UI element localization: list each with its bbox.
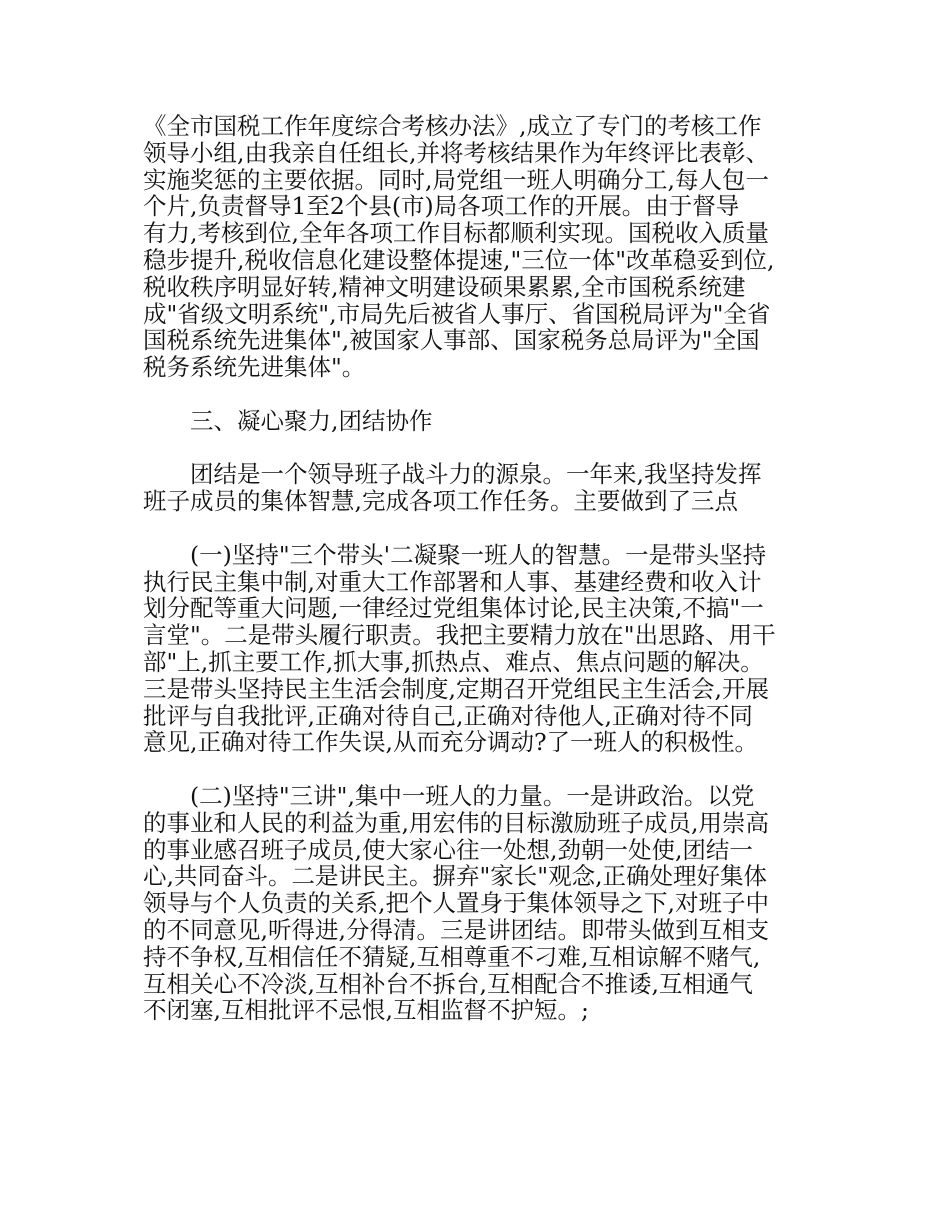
paragraph bbox=[143, 461, 833, 515]
text-line: 的事业感召班子成员,使大家心往一处想,劲朝一处使,团结一 bbox=[143, 835, 753, 864]
text-line: 领导小组,由我亲自任组长,并将考核结果作为年终评比表彰、 bbox=[143, 138, 769, 167]
text-line: (一)坚持"三个带头'二凝聚一班人的智慧。一是带头坚持 bbox=[190, 540, 767, 569]
section-heading bbox=[143, 408, 833, 435]
text-line: 个片,负责督导1至2个县(市)局各项工作的开展。由于督导 bbox=[143, 192, 740, 221]
text-line: 实施奖惩的主要依据。同时,局党组一班人明确分工,每人包一 bbox=[143, 165, 769, 194]
text-line: 的事业和人民的利益为重,用宏伟的目标激励班子成员,用崇高 bbox=[143, 808, 769, 837]
text-line: 稳步提升,税收信息化建设整体提速,"三位一体"改革稳妥到位, bbox=[143, 245, 775, 274]
text-line: 成"省级文明系统",市局先后被省人事厅、省国税局评为"全省 bbox=[143, 299, 771, 328]
text-line: 言堂"。二是带头履行职责。我把主要精力放在"出思路、用干 bbox=[143, 621, 776, 650]
text-line: 团结是一个领导班子战斗力的源泉。一年来,我坚持发挥 bbox=[190, 460, 762, 489]
text-line: 意见,正确对待工作失误,从而充分调动?了一班人的积极性。 bbox=[143, 728, 759, 757]
text-line: 持不争权,互相信任不猜疑,互相尊重不刁难,互相谅解不赌气, bbox=[143, 942, 761, 971]
text-line: 批评与自我批评,正确对待自己,正确对待他人,正确对待不同 bbox=[143, 701, 753, 730]
section-heading-text: 三、凝心聚力,团结协作 bbox=[190, 406, 433, 435]
paragraph bbox=[143, 542, 833, 756]
text-line: 的不同意见,听得进,分得清。三是讲团结。即带头做到互相支 bbox=[143, 915, 769, 944]
text-line: 执行民主集中制,对重大工作部署和人事、基建经费和收入计 bbox=[143, 567, 762, 596]
text-line: 有力,考核到位,全年各项工作目标都顺利实现。国税收入质量 bbox=[143, 219, 769, 248]
text-line: 不闭塞,互相批评不忌恨,互相监督不护短。; bbox=[143, 996, 589, 1025]
text-line: 税收秩序明显好转,精神文明建设硕果累累,全市国税系统建 bbox=[143, 272, 746, 301]
text-line: 划分配等重大问题,一律经过党组集体讨论,民主决策,不搞"一 bbox=[143, 594, 764, 623]
paragraph bbox=[143, 783, 833, 1024]
document-body bbox=[143, 113, 833, 1051]
text-line: 心,共同奋斗。二是讲民主。摒弃"家长"观念,正确处理好集体 bbox=[143, 862, 768, 891]
text-line: 班子成员的集体智慧,完成各项工作任务。主要做到了三点 bbox=[143, 487, 738, 516]
text-line: (二)坚持"三讲",集中一班人的力量。一是讲政治。以党 bbox=[190, 781, 755, 810]
text-line: 三是带头坚持民主生活会制度,定期召开党组民主生活会,开展 bbox=[143, 674, 769, 703]
text-line: 国税系统先进集体",被国家人事部、国家税务总局评为"全国 bbox=[143, 326, 760, 355]
text-line: 互相关心不冷淡,互相补台不拆台,互相配合不推诿,互相通气 bbox=[143, 969, 753, 998]
text-line: 部"上,抓主要工作,抓大事,抓热点、难点、焦点问题的解决。 bbox=[143, 647, 764, 676]
paragraph bbox=[143, 113, 833, 381]
text-line: 领导与个人负责的关系,把个人置身于集体领导之下,对班子中 bbox=[143, 889, 769, 918]
text-line: 税务系统先进集体"。 bbox=[143, 353, 366, 382]
text-line: 《全市国税工作年度综合考核办法》,成立了专门的考核工作 bbox=[143, 112, 762, 140]
